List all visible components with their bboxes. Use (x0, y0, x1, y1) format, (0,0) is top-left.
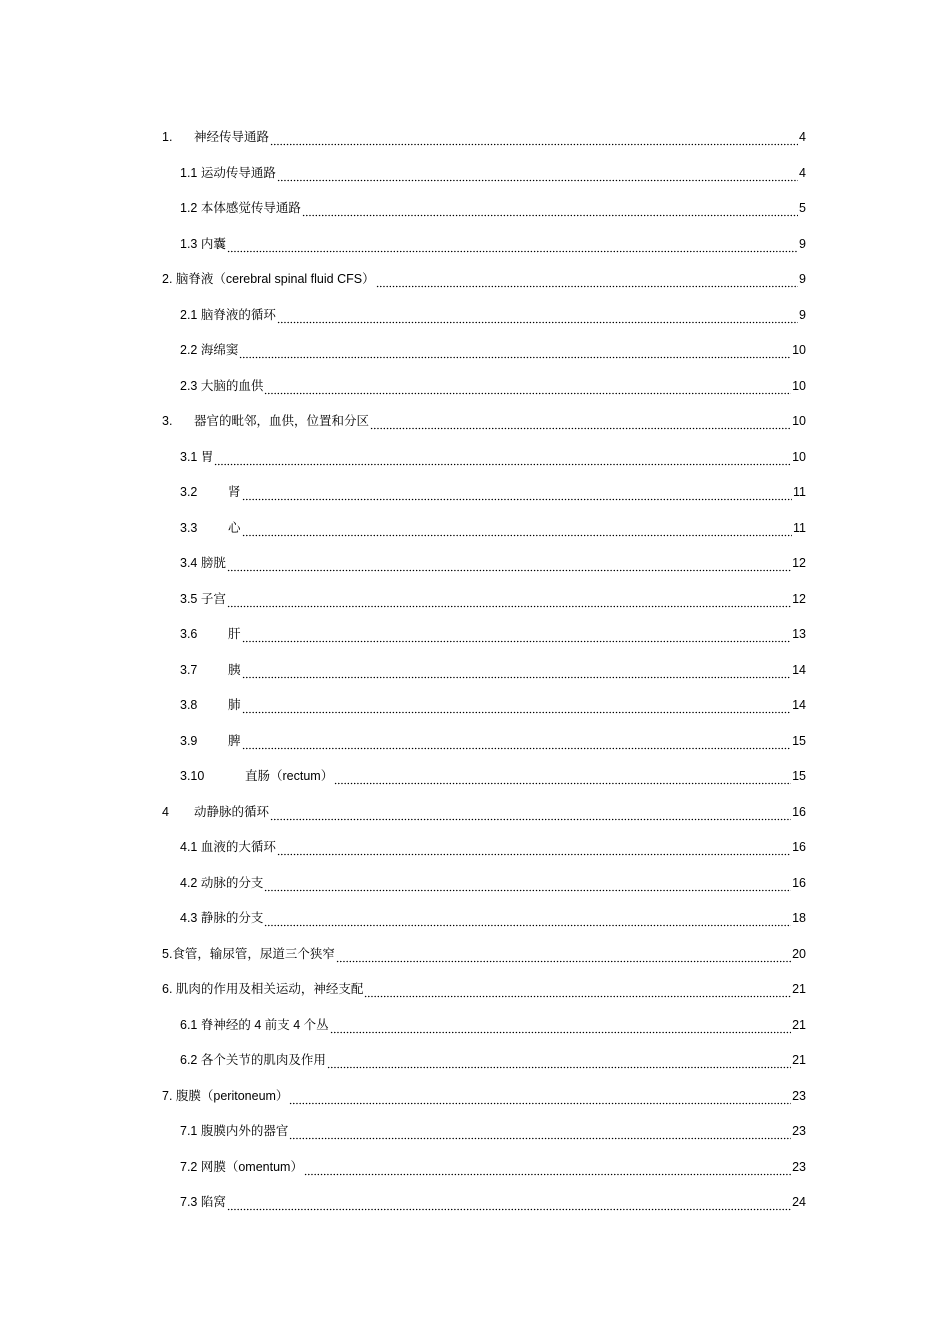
toc-entry[interactable] (180, 723, 806, 759)
toc-entry-title: 直肠（rectum） (245, 769, 334, 783)
toc-entry[interactable] (180, 687, 806, 723)
dot-leader (304, 1149, 791, 1185)
toc-entry-number: 3.2 (180, 485, 198, 499)
toc-entry-page-number: 11 (793, 520, 806, 535)
dot-leader (302, 190, 798, 226)
dot-leader (264, 900, 791, 936)
toc-entry[interactable] (162, 971, 806, 1007)
dot-leader (334, 758, 791, 794)
toc-entry[interactable] (180, 1184, 806, 1220)
dot-leader (227, 226, 798, 262)
toc-entry-number: 3. (162, 414, 173, 428)
toc-entry-page-number: 12 (792, 556, 806, 570)
toc-entry-number: 3.6 (180, 627, 198, 641)
toc-entry[interactable] (180, 900, 806, 936)
toc-entry-page-number: 13 (792, 627, 806, 641)
toc-entry[interactable] (162, 403, 806, 439)
dot-leader (242, 652, 792, 688)
toc-entry[interactable] (180, 545, 806, 581)
dot-leader (370, 403, 791, 439)
toc-entry-page-number: 9 (799, 272, 806, 286)
toc-entry-page-number: 21 (792, 982, 806, 996)
toc-entry-title: 脾 (228, 733, 241, 748)
toc-entry-title: 4.3 静脉的分支 (180, 911, 264, 925)
toc-entry-title: 肾 (228, 485, 241, 499)
toc-entry-number: 3.8 (180, 698, 198, 712)
toc-entry-page-number: 9 (799, 236, 806, 251)
toc-entry-page-number: 23 (792, 1159, 806, 1174)
toc-entry-title: 7.2 网膜（omentum） (180, 1159, 303, 1174)
dot-leader (376, 261, 798, 297)
toc-entry[interactable] (180, 616, 806, 652)
toc-entry-title: 1.2 本体感觉传导通路 (180, 201, 301, 215)
toc-entry-page-number: 9 (799, 307, 806, 322)
toc-entry-title: 肝 (228, 627, 241, 641)
dot-leader (227, 1184, 791, 1220)
dot-leader (242, 510, 793, 546)
toc-entry-page-number: 11 (793, 485, 806, 499)
toc-entry[interactable] (180, 1149, 806, 1185)
toc-entry-number: 3.7 (180, 662, 198, 677)
toc-entry[interactable] (180, 439, 806, 475)
dot-leader (289, 1113, 791, 1149)
toc-entry[interactable] (180, 1113, 806, 1149)
toc-entry-title: 器官的毗邻，血供，位置和分区 (194, 414, 370, 428)
toc-entry-title: 7.3 陷窝 (180, 1195, 226, 1209)
toc-entry[interactable] (180, 190, 806, 226)
toc-entry[interactable] (162, 119, 806, 155)
toc-entry-page-number: 20 (792, 946, 806, 961)
toc-entry-title: 1.1 运动传导通路 (180, 165, 276, 180)
toc-entry-page-number: 24 (792, 1195, 806, 1209)
toc-entry-page-number: 10 (792, 378, 806, 393)
dot-leader (327, 1042, 791, 1078)
toc-entry-number: 4 (162, 804, 169, 819)
dot-leader (227, 545, 791, 581)
dot-leader (264, 865, 791, 901)
toc-entry-page-number: 14 (792, 662, 806, 677)
toc-entry-page-number: 12 (792, 591, 806, 606)
dot-leader (214, 439, 791, 475)
dot-leader (239, 332, 791, 368)
dot-leader (277, 297, 798, 333)
dot-leader (242, 687, 792, 723)
dot-leader (270, 794, 791, 830)
toc-entry[interactable] (162, 261, 806, 297)
dot-leader (270, 119, 798, 155)
toc-entry[interactable] (162, 936, 806, 972)
toc-entry-title: 胰 (228, 662, 241, 677)
toc-entry-number: 3.10 (180, 769, 205, 783)
toc-entry-title: 7.1 腹膜内外的器官 (180, 1124, 289, 1138)
toc-entry-page-number: 15 (792, 769, 806, 783)
toc-entry-title: 6. 肌肉的作用及相关运动，神经支配 (162, 982, 364, 996)
toc-entry-page-number: 10 (792, 414, 806, 428)
toc-entry-page-number: 23 (792, 1088, 806, 1103)
toc-entry-title: 5.食管，输尿管，尿道三个狭窄 (162, 946, 335, 961)
toc-entry-title: 2.2 海绵窦 (180, 343, 239, 357)
toc-entry-page-number: 16 (792, 804, 806, 819)
toc-entry[interactable] (180, 581, 806, 617)
toc-entry-title: 1.3 内囊 (180, 236, 226, 251)
toc-entry-title: 心 (228, 520, 241, 535)
toc-entry-page-number: 10 (792, 449, 806, 464)
toc-entry[interactable] (180, 474, 806, 510)
dot-leader (242, 616, 792, 652)
toc-entry-page-number: 16 (792, 840, 806, 854)
dot-leader (242, 474, 793, 510)
toc-entry-title: 3.4 膀胱 (180, 556, 226, 570)
toc-entry-page-number: 16 (792, 875, 806, 890)
toc-entry-page-number: 4 (799, 130, 806, 144)
dot-leader (277, 829, 791, 865)
toc-entry-page-number: 14 (792, 698, 806, 712)
toc-entry-title: 2. 脑脊液（cerebral spinal fluid CFS） (162, 272, 375, 286)
toc-entry-title: 神经传导通路 (194, 130, 270, 144)
toc-entry-page-number: 10 (792, 343, 806, 357)
dot-leader (242, 723, 792, 759)
toc-entry[interactable] (180, 652, 806, 688)
dot-leader (289, 1078, 791, 1114)
toc-entry-page-number: 21 (792, 1017, 806, 1032)
toc-entry-title: 肺 (228, 698, 241, 712)
toc-entry-number: 3.9 (180, 733, 198, 748)
toc-entry[interactable] (180, 510, 806, 546)
toc-entry[interactable] (180, 829, 806, 865)
toc-entry-page-number: 15 (792, 733, 806, 748)
dot-leader (336, 936, 791, 972)
toc-entry-title: 2.1 脑脊液的循环 (180, 307, 276, 322)
toc-entry[interactable] (180, 368, 806, 404)
toc-entry-title: 4.1 血液的大循环 (180, 840, 276, 854)
toc-entry[interactable] (180, 297, 806, 333)
toc-entry[interactable] (180, 332, 806, 368)
dot-leader (364, 971, 791, 1007)
toc-entry-page-number: 5 (799, 201, 806, 215)
toc-entry-title: 7. 腹膜（peritoneum） (162, 1088, 289, 1103)
dot-leader (277, 155, 798, 191)
toc-entry-title: 3.1 胃 (180, 449, 214, 464)
toc-entry-title: 6.1 脊神经的 4 前支 4 个丛 (180, 1017, 329, 1032)
toc-entry-title: 4.2 动脉的分支 (180, 875, 264, 890)
toc-entry[interactable] (180, 1042, 806, 1078)
toc-entry-title: 6.2 各个关节的肌肉及作用 (180, 1053, 326, 1067)
toc-entry-number: 1. (162, 130, 173, 144)
toc-entry-page-number: 23 (792, 1124, 806, 1138)
toc-entry[interactable] (180, 226, 806, 262)
toc-entry[interactable] (180, 1007, 806, 1043)
toc-entry-page-number: 4 (799, 165, 806, 180)
toc-entry[interactable] (180, 865, 806, 901)
toc-entry-page-number: 21 (792, 1053, 806, 1067)
toc-entry[interactable] (162, 1078, 806, 1114)
dot-leader (227, 581, 791, 617)
dot-leader (264, 368, 791, 404)
toc-entry-title: 3.5 子宫 (180, 591, 226, 606)
toc-entry-title: 2.3 大脑的血供 (180, 378, 264, 393)
toc-entry-title: 动静脉的循环 (194, 804, 270, 819)
toc-entry-number: 3.3 (180, 520, 198, 535)
toc-entry[interactable] (180, 155, 806, 191)
toc-entry[interactable] (180, 758, 806, 794)
toc-entry-page-number: 18 (792, 911, 806, 925)
toc-entry[interactable] (162, 794, 806, 830)
dot-leader (330, 1007, 791, 1043)
